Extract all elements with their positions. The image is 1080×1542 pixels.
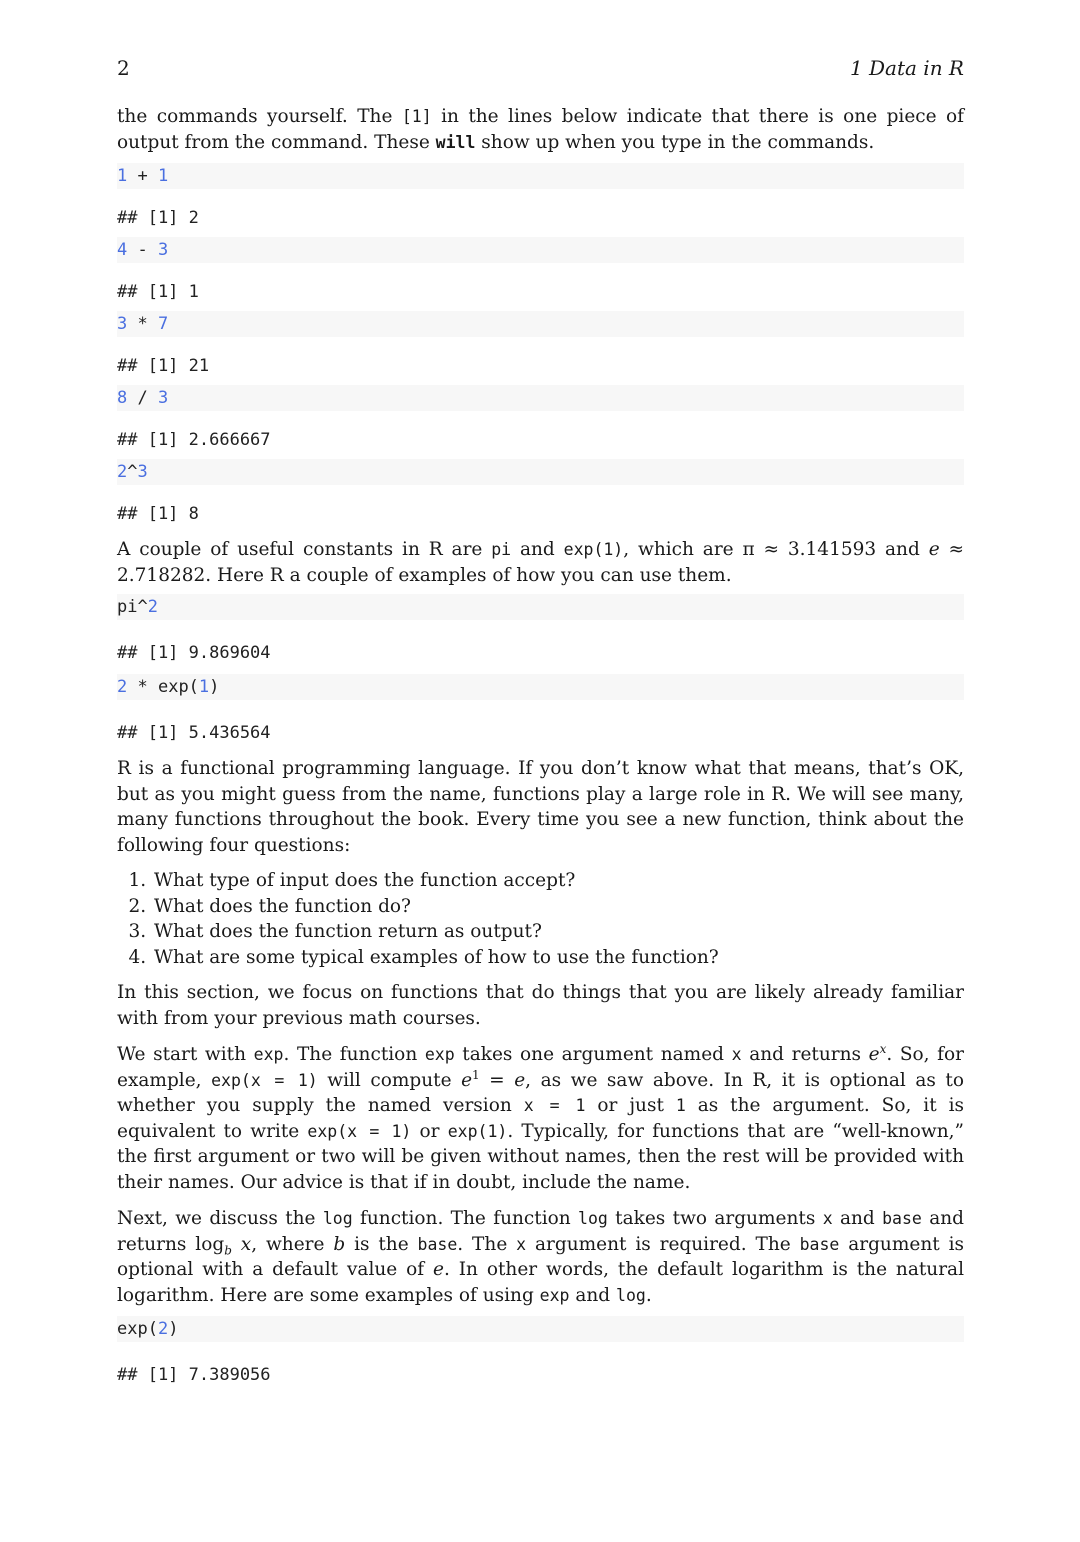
code-chunk: exp(2) [117, 1316, 964, 1342]
functional-paragraph: R is a functional programming language. If you don’t know what that means, that’s OK, but as you might guess from the name, functions play a large role in R. We will see many, many functions throughout the book. Every time you see a new function, think about the following four questions: [117, 758, 964, 856]
intro-paragraph: the commands yourself. The [1] in the lines below indicate that there is one piece of output from the command. These will show up when you type in the commands. [117, 106, 964, 153]
code-output: ## [1] 5.436564 [117, 723, 271, 743]
list-item: 1. What type of input does the function accept? [152, 868, 964, 894]
code-chunk: 8 / 3 [117, 385, 964, 411]
code-output: ## [1] 2 [117, 208, 199, 228]
questions-list [117, 868, 964, 970]
code-output: ## [1] 9.869604 [117, 643, 271, 663]
code-chunk: 3 * 7 [117, 311, 964, 337]
page-body [117, 104, 964, 1388]
code-output: ## [1] 21 [117, 356, 210, 376]
page-number: 2 [117, 56, 130, 80]
code-output: ## [1] 8 [117, 504, 199, 524]
section-paragraph: In this section, we focus on functions that do things that you are likely already familiar with from your previous math courses. [117, 982, 964, 1029]
list-item: 3. What does the function return as output? [152, 919, 964, 945]
code-chunk: 2 * exp(1) [117, 674, 964, 700]
code-output: ## [1] 1 [117, 282, 199, 302]
code-output: ## [1] 7.389056 [117, 1365, 271, 1385]
code-chunk: pi^2 [117, 594, 964, 620]
exp-paragraph: We start with exp. The function exp takes one argument named x and returns $e^x$. So, for example, exp(x = 1) will compute $e^1 = e$, as we saw above. In R, it is optional as to whether you supply the named version x = 1 or just 1 as the argument. So, it is equivalent to write exp(x = 1) or exp(1). Typically, for functions that are “well-known,” the first argument or two will be given without names, then the rest will be provided with their names. Our advice is that if in doubt, include the name. [117, 1041, 965, 1193]
log-paragraph: Next, we discuss the log function. The function log takes two arguments x and base and returns $\log_b x$, where b is the base. The x argument is required. The base argument is optional with a default value of e. In other words, the default logarithm is the natural logarithm. Here are some examples of using exp and log. [117, 1208, 964, 1306]
constants-paragraph: A couple of useful constants in R are pi and exp(1), which are π ≈ 3.141593 and e ≈ 2.718282. Here R a couple of examples of how you can use them. [117, 539, 965, 586]
code-chunk: 4 - 3 [117, 237, 964, 263]
code-chunk: 1 + 1 [117, 163, 964, 189]
list-item: 4. What are some typical examples of how to use the function? [152, 945, 964, 971]
page-header [117, 56, 964, 86]
code-output: ## [1] 2.666667 [117, 430, 271, 450]
running-head: 1 Data in R [849, 56, 964, 80]
list-item: 2. What does the function do? [152, 894, 964, 920]
code-chunk: 2^3 [117, 459, 964, 485]
